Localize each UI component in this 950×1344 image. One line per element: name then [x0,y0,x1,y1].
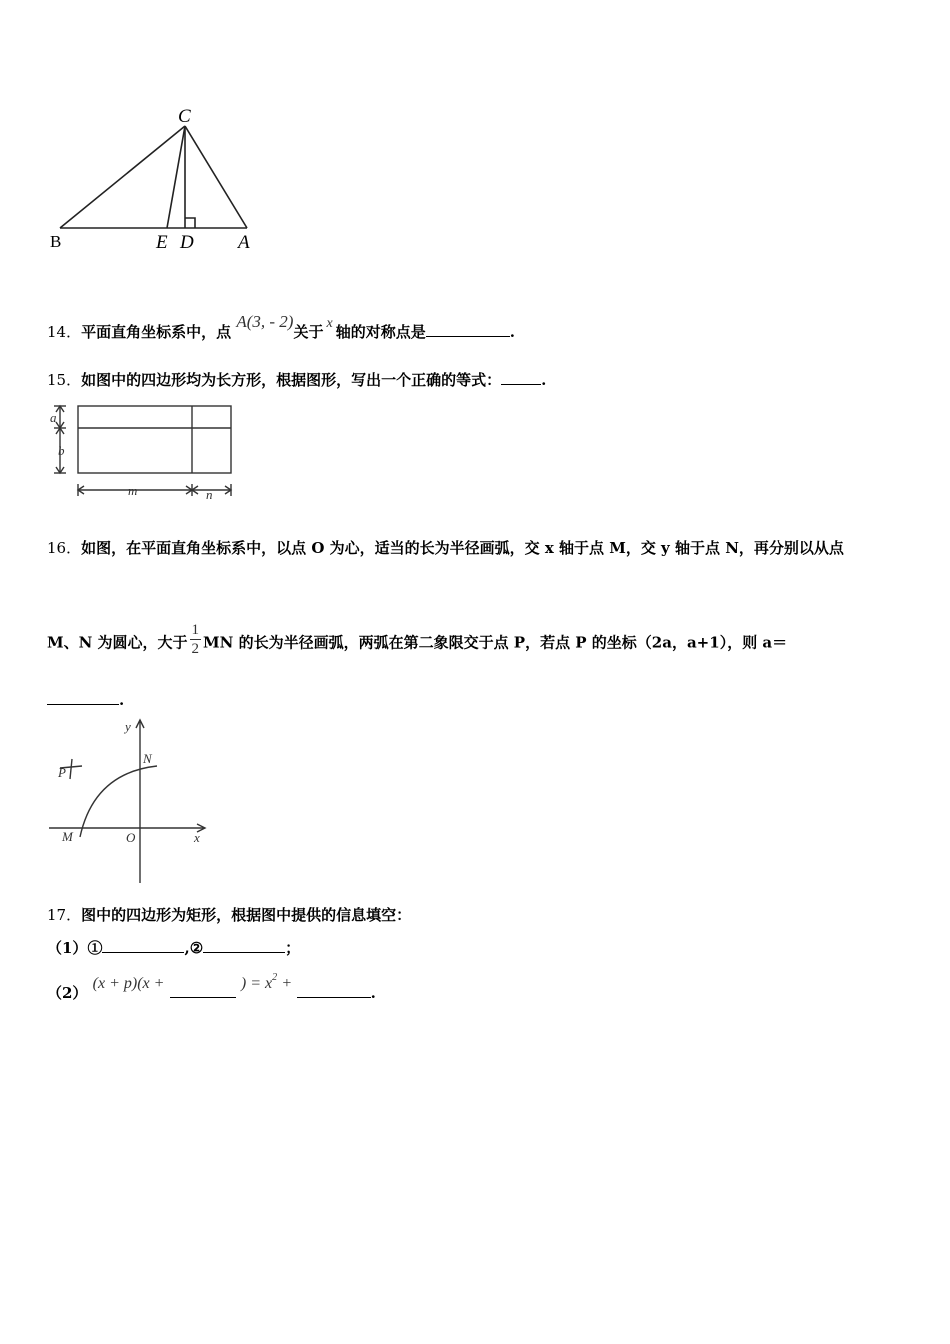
plus-sign: + [282,975,292,992]
question-14 [47,312,515,344]
period: . [541,371,547,389]
q14-text-mid: 关于 [293,323,324,341]
label-m: M [62,829,73,844]
answer-blank[interactable] [426,322,510,337]
segment-ca [185,126,247,228]
answer-blank-3[interactable] [170,983,236,998]
question-16-line-1 [47,538,844,558]
comma: , [184,939,190,957]
semicolon: ； [285,939,301,957]
arc-p-mark-2 [70,759,72,779]
q14-text-after: 轴的对称点是 [335,323,426,341]
question-17-part-1 [47,938,300,958]
answer-blank[interactable] [47,690,119,705]
answer-blank-1[interactable] [102,938,184,953]
q17-text: 图中的四边形为矩形，根据图中提供的信息填空： [81,906,412,924]
answer-blank[interactable] [501,370,541,385]
question-number: 16． [47,539,82,557]
expression-left: (x + p)(x + [92,975,165,992]
q16-line-2-after: MN 的长为半径画弧，两弧在第二象限交于点 P，若点 P 的坐标（2a，a+1），则 a＝ [203,633,788,652]
fraction-denominator: 2 [191,641,200,657]
label-m: m [128,483,138,498]
label-c: C [178,106,191,127]
circled-one: ① [87,939,103,957]
label-x: x [194,830,200,845]
rectangle-figure [44,400,244,504]
question-17-part-2 [47,972,376,1006]
question-number: 15． [47,371,82,389]
label-n: N [143,751,152,766]
part-1-label: （1） [47,939,88,957]
period: . [119,691,125,709]
fraction-numerator: 1 [191,622,200,638]
label-b: b [58,443,65,458]
label-a: a [50,410,57,425]
label-a: A [238,232,250,253]
question-16-line-2 [47,622,788,662]
period: . [509,323,515,341]
question-number: 14． [47,323,82,341]
label-n: n [206,487,213,502]
point-a-expression: A(3, - 2) [236,312,294,331]
question-16-answer-line [47,690,124,710]
arc-mn [80,766,157,837]
label-e: E [156,232,168,253]
right-angle-mark [185,218,195,228]
question-number: 17． [47,906,82,924]
label-b: B [50,232,62,251]
axis-symbol: x [326,316,333,331]
q16-line-2-before: M、N 为圆心，大于 [47,633,188,652]
label-y: y [125,719,131,734]
q14-text-before: 平面直角坐标系中，点 [81,323,232,341]
segment-ce [167,126,185,228]
period: . [370,984,376,1002]
q15-text: 如图中的四边形均为长方形，根据图形，写出一个正确的等式： [81,371,502,389]
coordinate-figure [44,715,224,887]
expression-mid: ) = x [240,975,273,992]
q16-line-1-text: 如图，在平面直角坐标系中，以点 O 为心，适当的长为半径画弧，交 x 轴于点 M，交 y 轴于点 N，再分别以从点 [81,539,844,557]
label-o: O [126,830,136,845]
question-15 [47,370,546,390]
outer-rectangle [78,406,231,473]
triangle-figure [40,100,280,260]
fraction-one-half [190,621,202,658]
question-17 [47,905,411,925]
part-2-label: （2） [47,984,88,1002]
answer-blank-2[interactable] [203,938,285,953]
label-d: D [180,232,194,253]
label-p: P [58,765,66,780]
exponent: 2 [272,972,278,983]
segment-bc [60,126,185,228]
circled-two: ② [189,939,204,957]
answer-blank-4[interactable] [297,983,371,998]
